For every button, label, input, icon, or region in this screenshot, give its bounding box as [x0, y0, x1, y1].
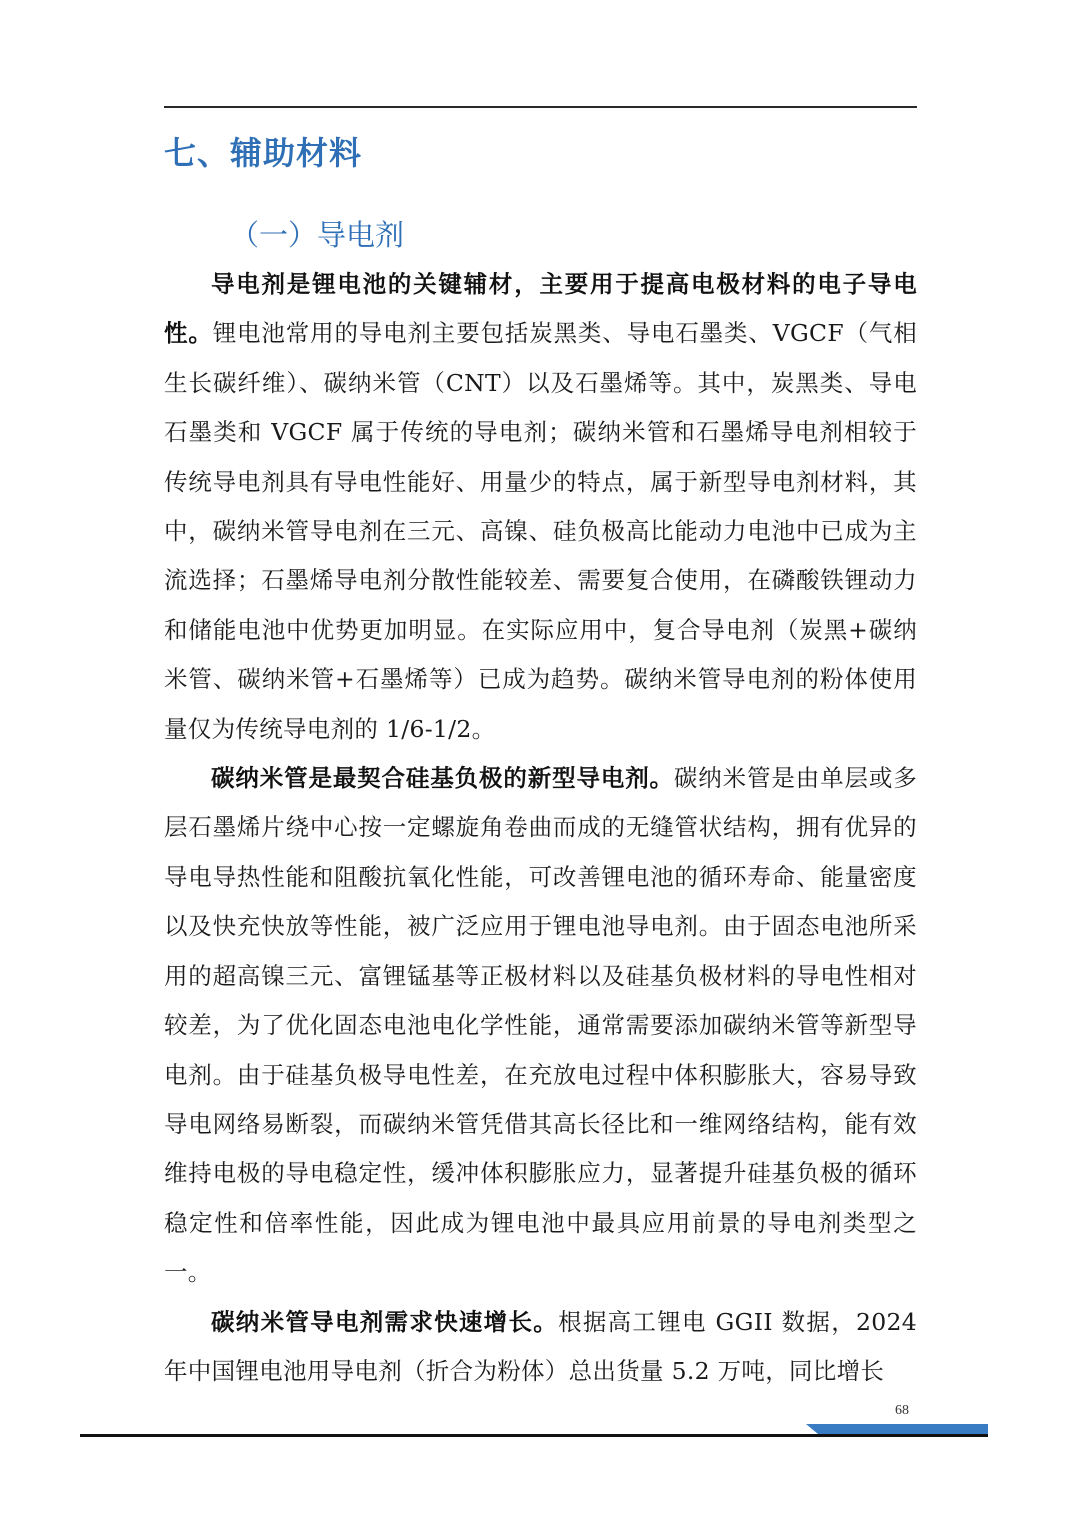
page-number: 68	[895, 1403, 909, 1418]
paragraph-lead: 碳纳米管导电剂需求快速增长。	[211, 1307, 559, 1336]
footer-rule	[80, 1434, 988, 1437]
body-text	[164, 260, 917, 1396]
paragraph-lead: 碳纳米管是最契合硅基负极的新型导电剂。	[211, 764, 674, 793]
paragraph-conductive-agent-overview	[164, 260, 917, 754]
paragraph-lead: 导电剂是锂电池的关键辅材，主要用于提高电极材料的电子导电性。	[164, 270, 917, 348]
chapter-title: 七、辅助材料	[164, 134, 363, 172]
header-rule	[164, 106, 917, 108]
paragraph-text: 根据高工锂电 GGII 数据，2024 年中国锂电池用导电剂（折合为粉体）总出货量 5.2 万吨，同比增长	[164, 1307, 918, 1385]
footer-accent-shape	[806, 1424, 988, 1434]
paragraph-text: 碳纳米管是由单层或多层石墨烯片绕中心按一定螺旋角卷曲而成的无缝管状结构，拥有优异的导电导热性能和阻酸抗氧化性能，可改善锂电池的循环寿命、能量密度以及快充快放等性能，被广泛应用于锂电池导电剂。由于固态电池所采用的超高镍三元、富锂锰基等正极材料以及硅基负极材料的导电性相对较差，为了优化固态电池电化学性能，通常需要添加碳纳米管等新型导电剂。由于硅基负极导电性差，在充放电过程中体积膨胀大，容易导致导电网络易断裂，而碳纳米管凭借其高长径比和一维网络结构，能有效维持电极的导电稳定性，缓冲体积膨胀应力，显著提升硅基负极的循环稳定性和倍率性能，因此成为锂电池中最具应用前景的导电剂类型之一。	[164, 764, 917, 1287]
paragraph-cnt-demand-growth	[164, 1298, 917, 1397]
paragraph-text: 锂电池常用的导电剂主要包括炭黑类、导电石墨类、VGCF（气相生长碳纤维）、碳纳米管（CNT）以及石墨烯等。其中，炭黑类、导电石墨类和 VGCF 属于传统的导电剂；碳纳米管和石墨烯导电剂相较于传统导电剂具有导电性能好、用量少的特点，属于新型导电剂材料，其中，碳纳米管导电剂在三元、高镍、硅负极高比能动力电池中已成为主流选择；石墨烯导电剂分散性能较差、需要复合使用，在磷酸铁锂动力和储能电池中优势更加明显。在实际应用中，复合导电剂（炭黑+碳纳米管、碳纳米管+石墨烯等）已成为趋势。碳纳米管导电剂的粉体使用量仅为传统导电剂的 1/6-1/2。	[164, 319, 917, 743]
footer-accent-bar	[806, 1424, 988, 1434]
paragraph-cnt-silicon-anode	[164, 754, 917, 1297]
section-title: （一）导电剂	[230, 218, 405, 252]
